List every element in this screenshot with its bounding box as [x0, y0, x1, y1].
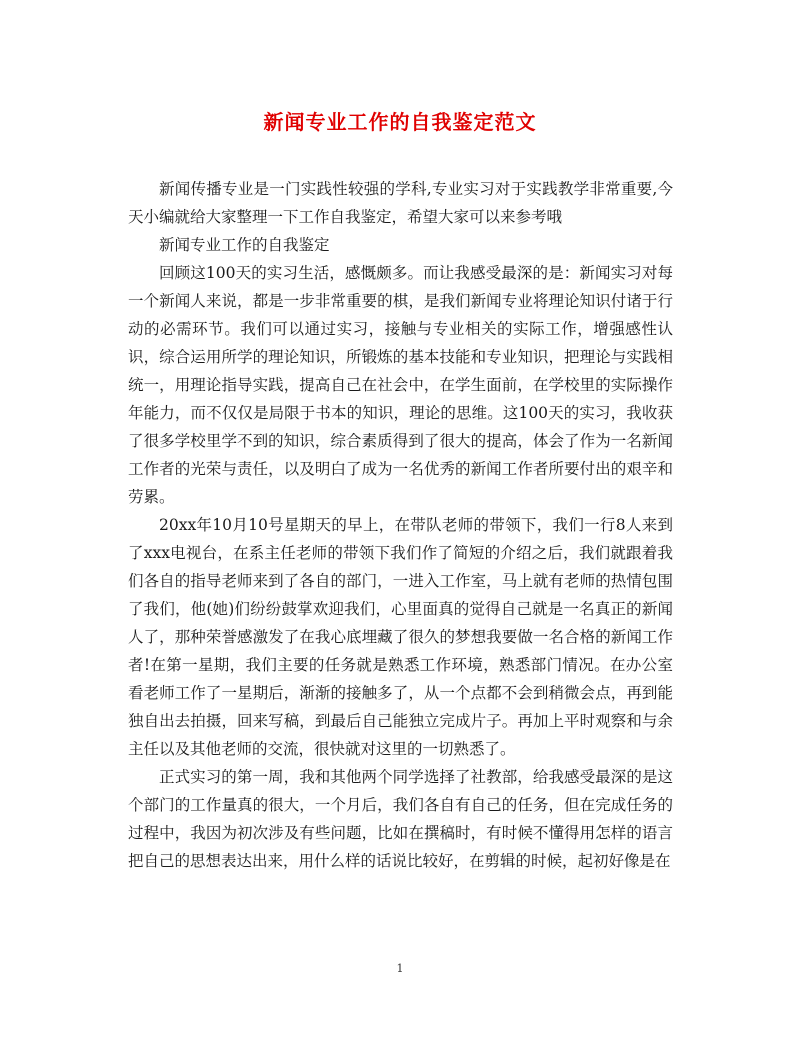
document-body — [128, 175, 673, 875]
body-paragraph: 20xx年10月10号星期天的早上，在带队老师的带领下，我们一行8人来到了xxx电视台，在系主任老师的带领下我们作了简短的介绍之后，我们就跟着我们各自的指导老师来到了各自的部门，一进入工作室，马上就有老师的热情包围了我们，他(她)们纷纷鼓掌欢迎我们，心里面真的觉得自己就是一名真正的新闻人了，那种荣誉感激发了在我心底埋藏了很久的梦想我要做一名合格的新闻工作者!在第一星期，我们主要的任务就是熟悉工作环境，熟悉部门情况。在办公室看老师工作了一星期后，渐渐的接触多了，从一个点都不会到稍微会点，再到能独自出去拍摄，回来写稿，到最后自己能独立完成片子。再加上平时观察和与余主任以及其他老师的交流，很快就对这里的一切熟悉了。 — [128, 516, 673, 758]
section-heading: 新闻专业工作的自我鉴定 — [159, 236, 330, 254]
body-paragraph: 正式实习的第一周，我和其他两个同学选择了社教部，给我感受最深的是这个部门的工作量真的很大，一个月后，我们各自有自己的任务，但在完成任务的过程中，我因为初次涉及有些问题，比如在撰稿时，有时候不懂得用怎样的语言把自己的思想表达出来，用什么样的话说比较好，在剪辑的时候，起初好像是在 — [128, 768, 673, 870]
page-number: 1 — [396, 962, 404, 975]
body-paragraph: 回顾这100天的实习生活，感慨颇多。而让我感受最深的是：新闻实习对每一个新闻人来说，都是一步非常重要的棋，是我们新闻专业将理论知识付诸于行动的必需环节。我们可以通过实习，接触与专业相关的实际工作，增强感性认识，综合运用所学的理论知识，所锻炼的基本技能和专业知识，把理论与实践相统一，用理论指导实践，提高自己在社会中，在学生面前，在学校里的实际操作年能力，而不仅仅是局限于书本的知识，理论的思维。这100天的实习，我收获了很多学校里学不到的知识，综合素质得到了很大的提高，体会了作为一名新闻工作者的光荣与责任，以及明白了成为一名优秀的新闻工作者所要付出的艰辛和劳累。 — [128, 264, 673, 506]
intro-paragraph: 新闻传播专业是一门实践性较强的学科,专业实习对于实践教学非常重要,今天小编就给大家整理一下工作自我鉴定，希望大家可以来参考哦 — [128, 180, 673, 226]
document-title: 新闻专业工作的自我鉴定范文 — [263, 110, 537, 134]
